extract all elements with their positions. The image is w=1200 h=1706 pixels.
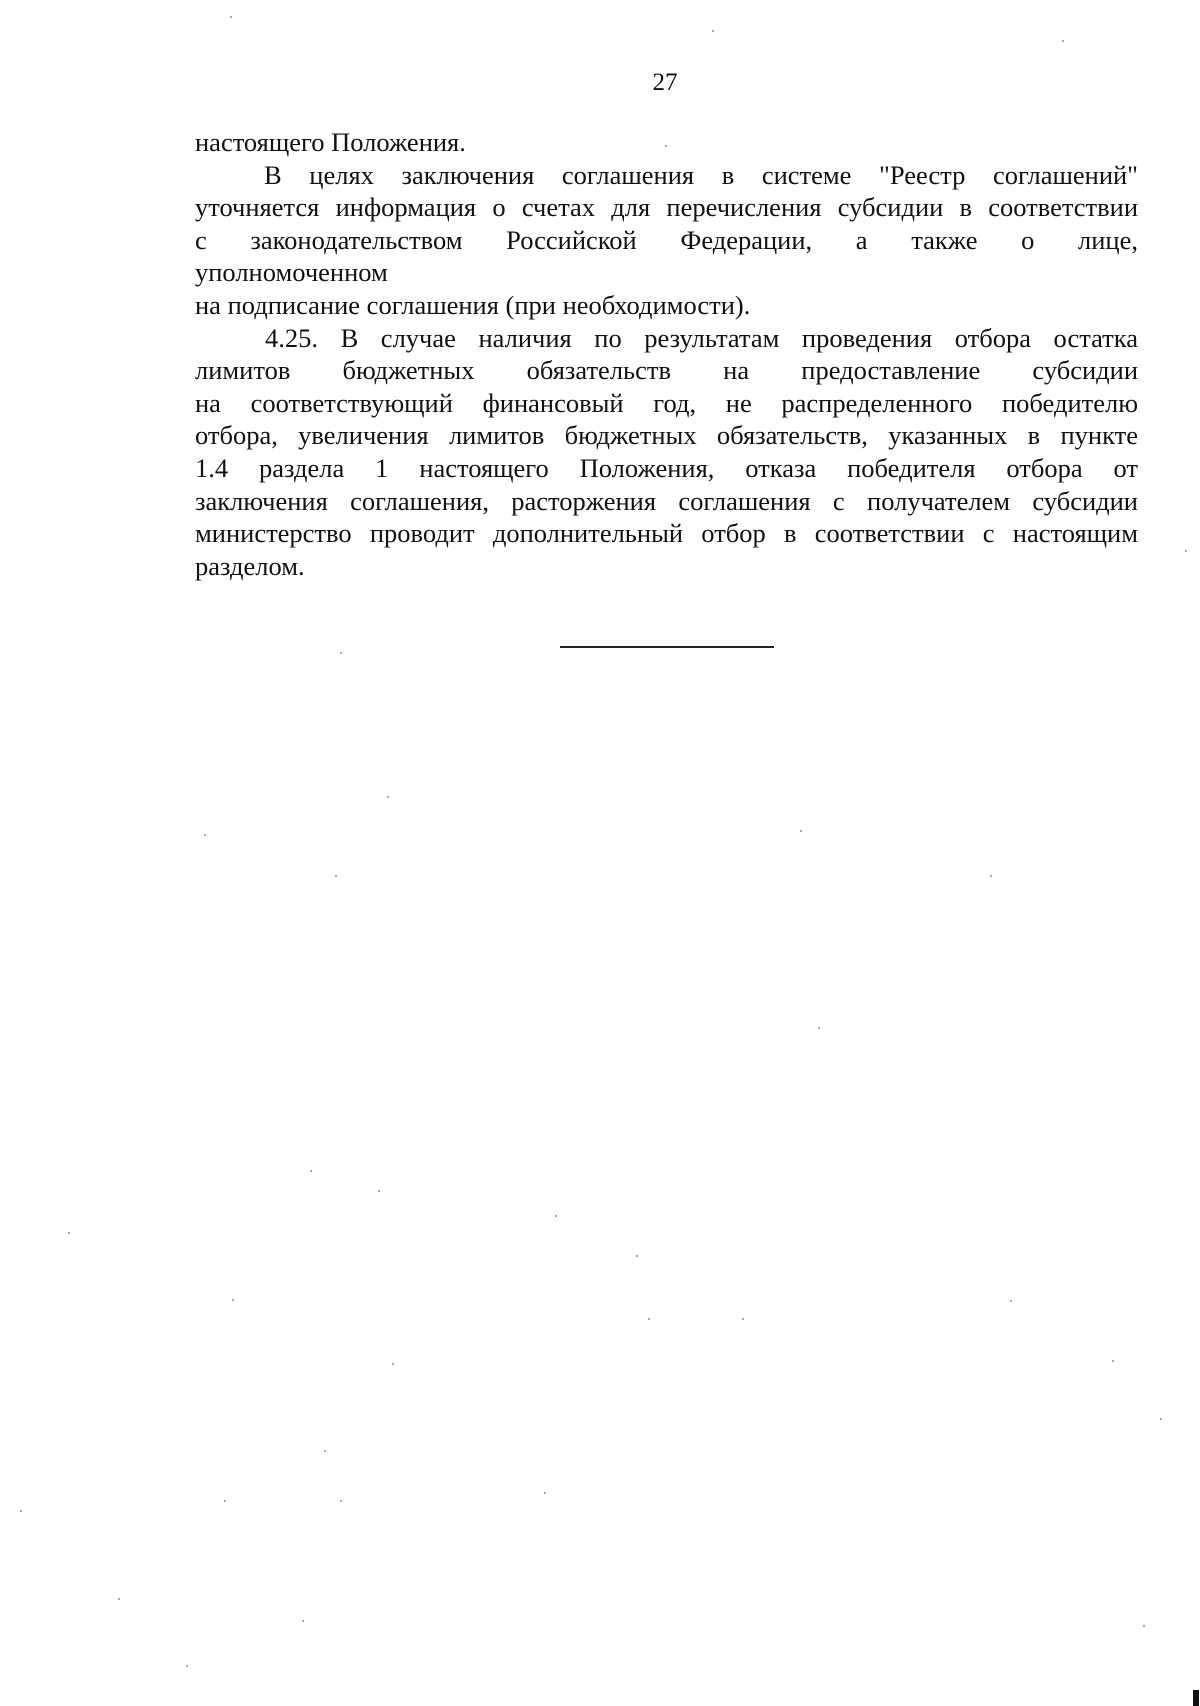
- text-line: заключения соглашения, расторжения соглашения с получателем субсидии: [195, 485, 1138, 516]
- scan-speck: [387, 796, 389, 798]
- scan-speck: [340, 1500, 342, 1502]
- text-line: отбора, увеличения лимитов бюджетных обязательств, указанных в пункте: [195, 420, 1138, 451]
- text-line: уполномоченном: [195, 257, 388, 288]
- scan-speck: [1143, 1625, 1145, 1627]
- scan-speck: [818, 1027, 820, 1029]
- text-line: лимитов бюджетных обязательств на предоставление субсидии: [195, 355, 1138, 386]
- text-line: В целях заключения соглашения в системе "Реестр соглашений": [264, 159, 1138, 190]
- scan-speck: [665, 145, 667, 147]
- scan-speck: [340, 652, 342, 654]
- scan-speck: [310, 1170, 312, 1172]
- scan-speck: [1062, 40, 1064, 42]
- document-body: [195, 126, 1138, 582]
- scan-speck: [378, 1190, 380, 1192]
- scan-speck: [20, 1510, 22, 1512]
- scan-speck: [335, 875, 337, 877]
- text-line: разделом.: [195, 550, 305, 581]
- scan-speck: [204, 834, 206, 836]
- text-line: на соответствующий финансовый год, не распределенного победителю: [195, 387, 1138, 418]
- text-line: министерство проводит дополнительный отбор в соответствии с настоящим: [195, 518, 1138, 549]
- scan-speck: [990, 875, 992, 877]
- scan-speck: [232, 1299, 234, 1301]
- scan-speck: [555, 1215, 557, 1217]
- scan-speck: [648, 1318, 650, 1320]
- text-line: настоящего Положения.: [195, 127, 466, 157]
- scan-speck: [1160, 1418, 1162, 1420]
- scan-speck: [742, 1318, 744, 1320]
- scan-speck: [1185, 550, 1187, 552]
- text-line: 4.25. В случае наличия по результатам проведения отбора остатка: [265, 322, 1138, 353]
- scan-speck: [800, 830, 802, 832]
- scan-speck: [118, 1598, 120, 1600]
- scan-speck: [324, 1450, 326, 1452]
- text-line: на подписание соглашения (при необходимости).: [195, 289, 751, 320]
- scan-speck: [392, 1363, 394, 1365]
- scan-speck: [302, 1620, 304, 1622]
- scan-edge-mark: [1193, 1690, 1199, 1706]
- scan-speck: [224, 1500, 226, 1502]
- page-number: 27: [652, 69, 678, 96]
- text-line: уточняется информация о счетах для перечисления субсидии в соответствии: [195, 192, 1138, 223]
- scan-speck: [68, 1232, 70, 1234]
- text-line: с законодательством Российской Федерации, а также о лице,: [195, 224, 1138, 255]
- scan-speck: [230, 16, 232, 18]
- scan-speck: [544, 1492, 546, 1494]
- text-line: 1.4 раздела 1 настоящего Положения, отказа победителя отбора от: [195, 452, 1138, 483]
- scan-speck: [636, 1255, 638, 1257]
- end-of-document-rule: [560, 646, 774, 648]
- scan-speck: [1112, 1360, 1114, 1362]
- scan-speck: [1010, 1300, 1012, 1302]
- scan-speck: [186, 1665, 188, 1667]
- scan-speck: [712, 30, 714, 32]
